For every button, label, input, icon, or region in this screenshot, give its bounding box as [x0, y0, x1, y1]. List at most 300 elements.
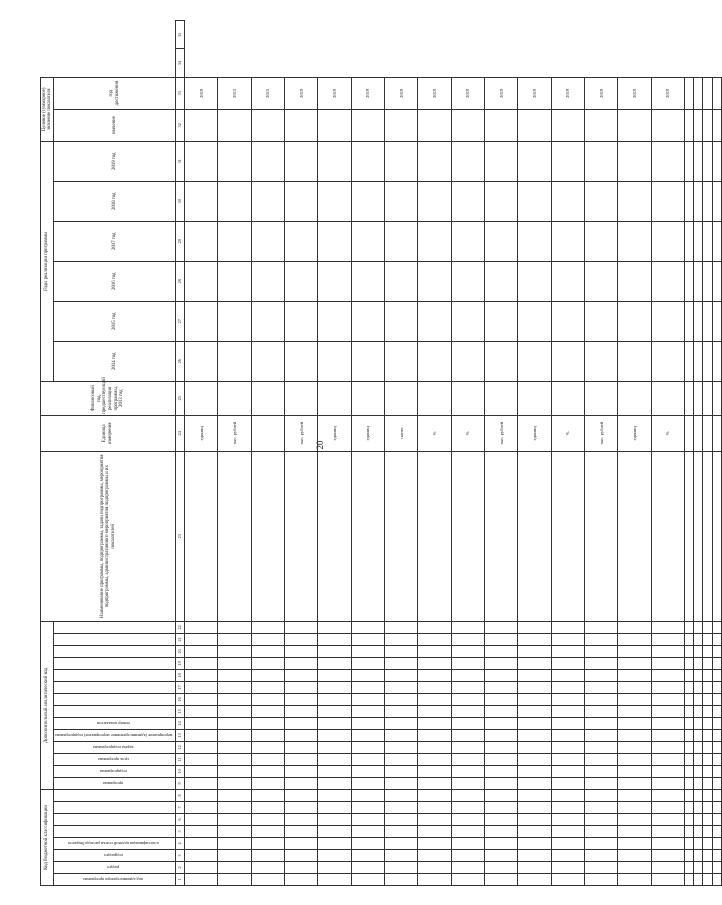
code-cell [551, 633, 584, 645]
year-value-cell [385, 261, 418, 301]
code-subheader [54, 814, 176, 826]
code-cell [651, 729, 684, 741]
code-cell [712, 862, 721, 874]
year-value-cell [318, 341, 351, 381]
base-year-cell [418, 381, 451, 415]
code-cell [551, 850, 584, 862]
code-subheader [54, 681, 176, 693]
table-row [703, 21, 712, 886]
indicator-name-cell [685, 451, 694, 621]
code-subheader-label: подпрограмма [99, 768, 127, 774]
target-year-cell: 2019 [585, 77, 618, 109]
code-cell [318, 753, 351, 765]
code-cell [251, 753, 284, 765]
code-cell [218, 657, 251, 669]
code-cell [585, 729, 618, 741]
base-year-cell [551, 381, 584, 415]
code-cell [712, 693, 721, 705]
column-number: 15 [175, 705, 184, 717]
target-group-header: Целевое (суммарное) значение показателя [41, 77, 54, 141]
code-cell [485, 826, 518, 838]
code-cell [485, 729, 518, 741]
year-value-cell [451, 261, 484, 301]
financial-year-header: Финансовый год, предшествующий реализации программы, 2013 год [41, 381, 176, 415]
code-subheader [54, 850, 176, 862]
code-cell [518, 633, 551, 645]
code-cell [685, 645, 694, 657]
base-year-cell [318, 381, 351, 415]
target-year-cell: 2019 [551, 77, 584, 109]
code-cell [551, 802, 584, 814]
year-value-cell [551, 301, 584, 341]
column-number-row [175, 21, 184, 886]
indicator-name-cell [703, 451, 712, 621]
code-cell [385, 621, 418, 633]
code-cell [585, 633, 618, 645]
year-value-cell [685, 141, 694, 181]
year-value-cell [218, 221, 251, 261]
code-cell [518, 838, 551, 850]
code-subheader [54, 729, 176, 741]
year-value-cell [712, 181, 721, 221]
code-cell [651, 874, 684, 886]
code-cell [485, 789, 518, 801]
code-cell [703, 669, 712, 681]
year-value-cell [351, 261, 384, 301]
code-cell [318, 693, 351, 705]
code-subheader [54, 669, 176, 681]
code-cell [451, 741, 484, 753]
table-row [418, 21, 451, 886]
code-cell [285, 633, 318, 645]
indicator-name-cell [712, 451, 721, 621]
table-row [551, 21, 584, 886]
code-cell [451, 645, 484, 657]
target-year-cell: 2019 [418, 77, 451, 109]
code-cell [485, 802, 518, 814]
year-value-cell [351, 141, 384, 181]
year-value-cell [451, 341, 484, 381]
code-cell [618, 862, 651, 874]
code-cell [451, 777, 484, 789]
code-cell [351, 681, 384, 693]
code-cell [184, 729, 217, 741]
code-cell [618, 789, 651, 801]
code-cell [251, 669, 284, 681]
code-cell [351, 621, 384, 633]
indicator-name-cell [285, 451, 318, 621]
code-cell [712, 657, 721, 669]
code-cell [351, 874, 384, 886]
code-cell [184, 633, 217, 645]
code-cell [585, 777, 618, 789]
code-cell [551, 669, 584, 681]
code-cell [685, 850, 694, 862]
code-cell [518, 717, 551, 729]
column-number: 20 [175, 645, 184, 657]
code-cell [218, 765, 251, 777]
column-number: 29 [175, 221, 184, 261]
code-cell [318, 645, 351, 657]
code-cell [685, 777, 694, 789]
code-cell [184, 657, 217, 669]
base-year-cell [712, 381, 721, 415]
code-subheader-label: код администратора программы [83, 877, 144, 883]
code-cell [651, 621, 684, 633]
code-cell [184, 765, 217, 777]
year-value-cell [651, 141, 684, 181]
code-cell [618, 777, 651, 789]
code-cell [385, 838, 418, 850]
code-cell [418, 814, 451, 826]
year-value-cell [694, 221, 703, 261]
year-value-cell [585, 301, 618, 341]
base-year-cell [285, 381, 318, 415]
code-cell [551, 789, 584, 801]
code-cell [184, 814, 217, 826]
unit-cell: единиц [318, 415, 351, 451]
target-year-cell: 2019 [385, 77, 418, 109]
code-cell [694, 838, 703, 850]
rotated-table-area [40, 20, 671, 886]
year-header: 2014 год [54, 341, 176, 381]
code-cell [218, 826, 251, 838]
unit-cell: % [418, 415, 451, 451]
code-cell [712, 826, 721, 838]
code-cell [551, 862, 584, 874]
year-value-cell [385, 141, 418, 181]
code-cell [694, 741, 703, 753]
year-value-cell [518, 181, 551, 221]
code-cell [285, 874, 318, 886]
code-cell [651, 777, 684, 789]
code-cell [685, 717, 694, 729]
year-value-cell [285, 141, 318, 181]
code-cell [218, 741, 251, 753]
year-value-cell [285, 301, 318, 341]
year-value-cell [485, 301, 518, 341]
code-cell [351, 802, 384, 814]
base-year-cell [685, 381, 694, 415]
year-value-cell [685, 181, 694, 221]
code-cell [451, 633, 484, 645]
code-cell [285, 705, 318, 717]
code-cell [618, 850, 651, 862]
table-row [694, 21, 703, 886]
code-cell [551, 753, 584, 765]
unit-cell: единиц [351, 415, 384, 451]
code-cell [318, 621, 351, 633]
code-cell [318, 717, 351, 729]
target-value-cell [651, 109, 684, 141]
year-value-cell [285, 181, 318, 221]
code-cell [685, 705, 694, 717]
code-cell [712, 838, 721, 850]
year-value-cell [385, 301, 418, 341]
code-cell [703, 693, 712, 705]
code-cell [451, 717, 484, 729]
code-subheader-label: классификация целевой статьи расхода бюджета [67, 841, 159, 847]
year-value-cell [651, 301, 684, 341]
column-number: 31 [175, 141, 184, 181]
code-cell [318, 826, 351, 838]
code-cell [618, 705, 651, 717]
year-value-cell [318, 301, 351, 341]
code-cell [218, 621, 251, 633]
code-cell [385, 850, 418, 862]
code-cell [703, 681, 712, 693]
table-body [184, 21, 721, 886]
indicator-name-cell [418, 451, 451, 621]
unit-cell [251, 415, 284, 451]
year-value-cell [418, 341, 451, 381]
code-cell [551, 741, 584, 753]
code-cell [218, 814, 251, 826]
code-cell [418, 645, 451, 657]
year-value-cell [251, 181, 284, 221]
year-value-cell [694, 341, 703, 381]
code-cell [285, 826, 318, 838]
column-number: 13 [175, 729, 184, 741]
code-cell [451, 693, 484, 705]
target-value-cell [418, 109, 451, 141]
code-cell [184, 826, 217, 838]
code-cell [685, 681, 694, 693]
code-cell [585, 753, 618, 765]
code-cell [694, 693, 703, 705]
code-cell [712, 777, 721, 789]
target-year-header: год достижения [54, 77, 176, 109]
year-value-cell [251, 261, 284, 301]
column-number: 19 [175, 657, 184, 669]
code-cell [351, 838, 384, 850]
code-cell [218, 802, 251, 814]
code-cell [485, 681, 518, 693]
code-cell [351, 814, 384, 826]
year-value-cell [585, 181, 618, 221]
target-year-cell: 2019 [184, 77, 217, 109]
year-value-cell [703, 221, 712, 261]
code-cell [618, 681, 651, 693]
code-subheader [54, 777, 176, 789]
code-cell [318, 705, 351, 717]
year-value-cell [551, 221, 584, 261]
code-cell [485, 850, 518, 862]
year-value-cell [703, 341, 712, 381]
base-year-cell [485, 381, 518, 415]
code-cell [351, 753, 384, 765]
year-value-cell [451, 141, 484, 181]
code-cell [251, 838, 284, 850]
year-value-cell [385, 221, 418, 261]
code-cell [251, 789, 284, 801]
code-cell [518, 741, 551, 753]
code-cell [285, 753, 318, 765]
year-value-cell [318, 141, 351, 181]
code-subheader-label: раздел [107, 865, 120, 871]
code-cell [694, 862, 703, 874]
code-cell [651, 633, 684, 645]
code-cell [585, 681, 618, 693]
year-value-cell [218, 181, 251, 221]
code-cell [651, 862, 684, 874]
year-value-cell [251, 141, 284, 181]
code-cell [518, 705, 551, 717]
table-row [712, 21, 721, 886]
code-cell [351, 717, 384, 729]
code-cell [184, 741, 217, 753]
code-cell [651, 850, 684, 862]
code-cell [318, 814, 351, 826]
target-value-cell [618, 109, 651, 141]
code-cell [218, 777, 251, 789]
year-value-cell [385, 341, 418, 381]
year-value-cell [703, 181, 712, 221]
column-number: 8 [175, 789, 184, 801]
code-cell [651, 717, 684, 729]
year-value-cell [618, 181, 651, 221]
code-cell [351, 765, 384, 777]
code-cell [712, 789, 721, 801]
code-cell [251, 826, 284, 838]
code-cell [451, 765, 484, 777]
code-cell [351, 693, 384, 705]
code-cell [218, 645, 251, 657]
code-cell [703, 802, 712, 814]
code-cell [351, 669, 384, 681]
code-cell [218, 693, 251, 705]
code-cell [685, 669, 694, 681]
code-cell [551, 765, 584, 777]
target-year-cell [703, 77, 712, 109]
code-cell [385, 741, 418, 753]
year-header: 2017 год [54, 221, 176, 261]
code-cell [703, 717, 712, 729]
column-number: 30 [175, 181, 184, 221]
code-subheader [54, 826, 176, 838]
code-cell [318, 874, 351, 886]
code-cell [318, 741, 351, 753]
year-value-cell [585, 341, 618, 381]
code-cell [551, 705, 584, 717]
year-value-cell [451, 221, 484, 261]
code-subheader [54, 657, 176, 669]
target-value-cell [218, 109, 251, 141]
code-cell [418, 633, 451, 645]
column-number: 33 [175, 77, 184, 109]
indicator-name-cell [451, 451, 484, 621]
table-row [485, 21, 518, 886]
code-cell [712, 705, 721, 717]
target-year-cell: 2015 [218, 77, 251, 109]
table-row [318, 21, 351, 886]
code-cell [585, 717, 618, 729]
code-cell [694, 777, 703, 789]
unit-cell: тыс. рублей [585, 415, 618, 451]
target-value-cell [184, 109, 217, 141]
target-value-cell [712, 109, 721, 141]
code-cell [285, 838, 318, 850]
code-cell [218, 729, 251, 741]
code-cell [184, 669, 217, 681]
additional-code-group-header: Дополнительный аналитический код [41, 621, 54, 789]
code-cell [651, 814, 684, 826]
code-cell [551, 838, 584, 850]
base-year-cell [703, 381, 712, 415]
code-cell [694, 633, 703, 645]
target-value-cell [485, 109, 518, 141]
code-cell [218, 705, 251, 717]
target-year-cell: 2015 [251, 77, 284, 109]
year-value-cell [184, 221, 217, 261]
year-value-cell [184, 141, 217, 181]
code-cell [184, 705, 217, 717]
code-cell [351, 645, 384, 657]
column-number: 2 [175, 862, 184, 874]
code-subheader [54, 753, 176, 765]
code-cell [418, 850, 451, 862]
code-cell [218, 862, 251, 874]
year-header: 2015 год [54, 301, 176, 341]
indicator-name-cell [485, 451, 518, 621]
code-cell [618, 717, 651, 729]
year-value-cell [485, 181, 518, 221]
code-cell [184, 681, 217, 693]
target-value-cell [285, 109, 318, 141]
code-cell [694, 802, 703, 814]
target-value-cell [451, 109, 484, 141]
code-cell [651, 753, 684, 765]
code-cell [418, 717, 451, 729]
code-cell [418, 705, 451, 717]
code-cell [318, 777, 351, 789]
code-cell [318, 681, 351, 693]
indicator-name-cell [351, 451, 384, 621]
code-cell [618, 826, 651, 838]
column-number: 32 [175, 109, 184, 141]
code-cell [485, 874, 518, 886]
year-value-cell [385, 181, 418, 221]
year-value-cell [485, 261, 518, 301]
code-subheader-label: номер показателя [96, 720, 130, 726]
year-value-cell [651, 341, 684, 381]
target-value-cell [518, 109, 551, 141]
code-cell [184, 802, 217, 814]
code-cell [184, 862, 217, 874]
year-value-cell [694, 301, 703, 341]
code-cell [712, 621, 721, 633]
unit-cell [694, 415, 703, 451]
code-cell [551, 693, 584, 705]
year-value-cell [184, 181, 217, 221]
code-cell [618, 741, 651, 753]
code-cell [184, 850, 217, 862]
code-cell [451, 874, 484, 886]
code-cell [418, 802, 451, 814]
code-cell [385, 717, 418, 729]
indicator-name-cell [184, 451, 217, 621]
base-year-cell [651, 381, 684, 415]
base-year-cell [218, 381, 251, 415]
code-cell [551, 874, 584, 886]
code-cell [585, 850, 618, 862]
year-value-cell [551, 181, 584, 221]
unit-header: Единица измерения [41, 415, 176, 451]
code-subheader-label: цель программы [97, 756, 129, 762]
code-cell [694, 826, 703, 838]
column-number: 3 [175, 850, 184, 862]
code-cell [703, 729, 712, 741]
